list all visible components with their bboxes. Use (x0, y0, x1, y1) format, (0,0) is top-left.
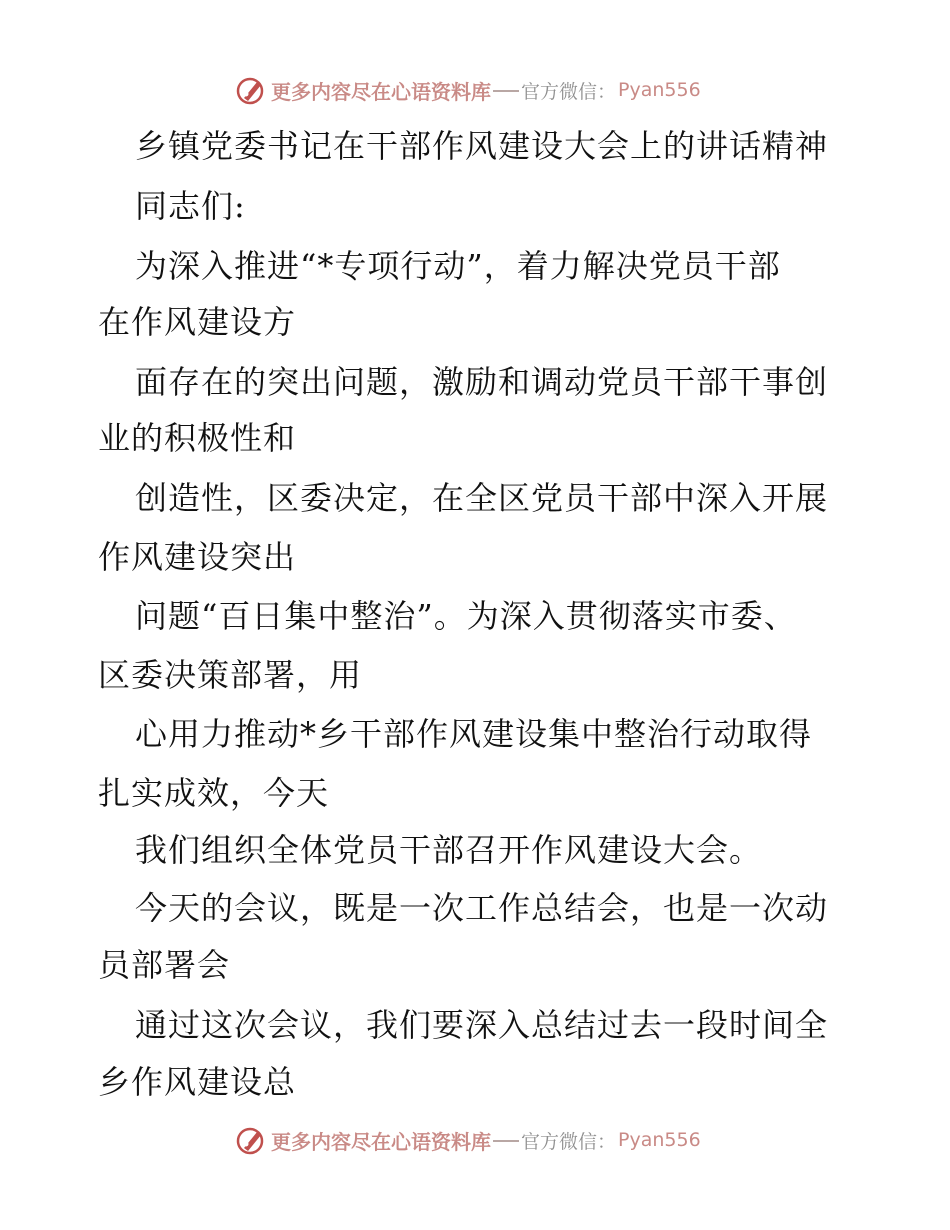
text-line: 面存在的突出问题，激励和调动党员干部干事创 (135, 363, 829, 401)
pen-logo-icon (235, 1124, 267, 1156)
text-line: 扎实成效，今天 (98, 774, 330, 812)
text-line: 业的积极性和 (98, 419, 297, 457)
watermark-wechat-id: Pyan556 (618, 1129, 701, 1151)
watermark-banner-top (235, 70, 701, 110)
text-line: 作风建设突出 (98, 538, 297, 576)
watermark-banner-bottom (235, 1120, 701, 1160)
watermark-dash (493, 1140, 519, 1142)
text-line: 问题“百日集中整治”。为深入贯彻落实市委、 (135, 597, 797, 635)
text-line: 我们组织全体党员干部召开作风建设大会。 (135, 831, 763, 869)
text-line: 在作风建设方 (98, 303, 297, 341)
watermark-brand: 更多内容尽在心语资料库 (271, 79, 491, 104)
text-line: 员部署会 (98, 946, 231, 984)
text-line: 通过这次会议，我们要深入总结过去一段时间全 (135, 1006, 829, 1044)
text-line: 同志们: (135, 187, 246, 225)
text-line: 创造性，区委决定，在全区党员干部中深入开展 (135, 479, 829, 517)
text-line: 为深入推进“*专项行动”，着力解决党员干部 (135, 247, 781, 285)
document-title: 乡镇党委书记在干部作风建设大会上的讲话精神 (135, 127, 829, 165)
watermark-wechat-label: 官方微信： (521, 80, 617, 103)
text-line: 乡作风建设总 (98, 1063, 297, 1101)
text-line: 区委决策部署，用 (98, 656, 363, 694)
text-line: 今天的会议，既是一次工作总结会，也是一次动 (135, 889, 829, 927)
pen-logo-icon (235, 74, 267, 106)
text-line: 心用力推动*乡干部作风建设集中整治行动取得 (135, 715, 813, 753)
watermark-wechat-label: 官方微信： (521, 1130, 617, 1153)
watermark-wechat-id: Pyan556 (618, 79, 701, 101)
watermark-dash (493, 90, 519, 92)
watermark-brand: 更多内容尽在心语资料库 (271, 1129, 491, 1154)
